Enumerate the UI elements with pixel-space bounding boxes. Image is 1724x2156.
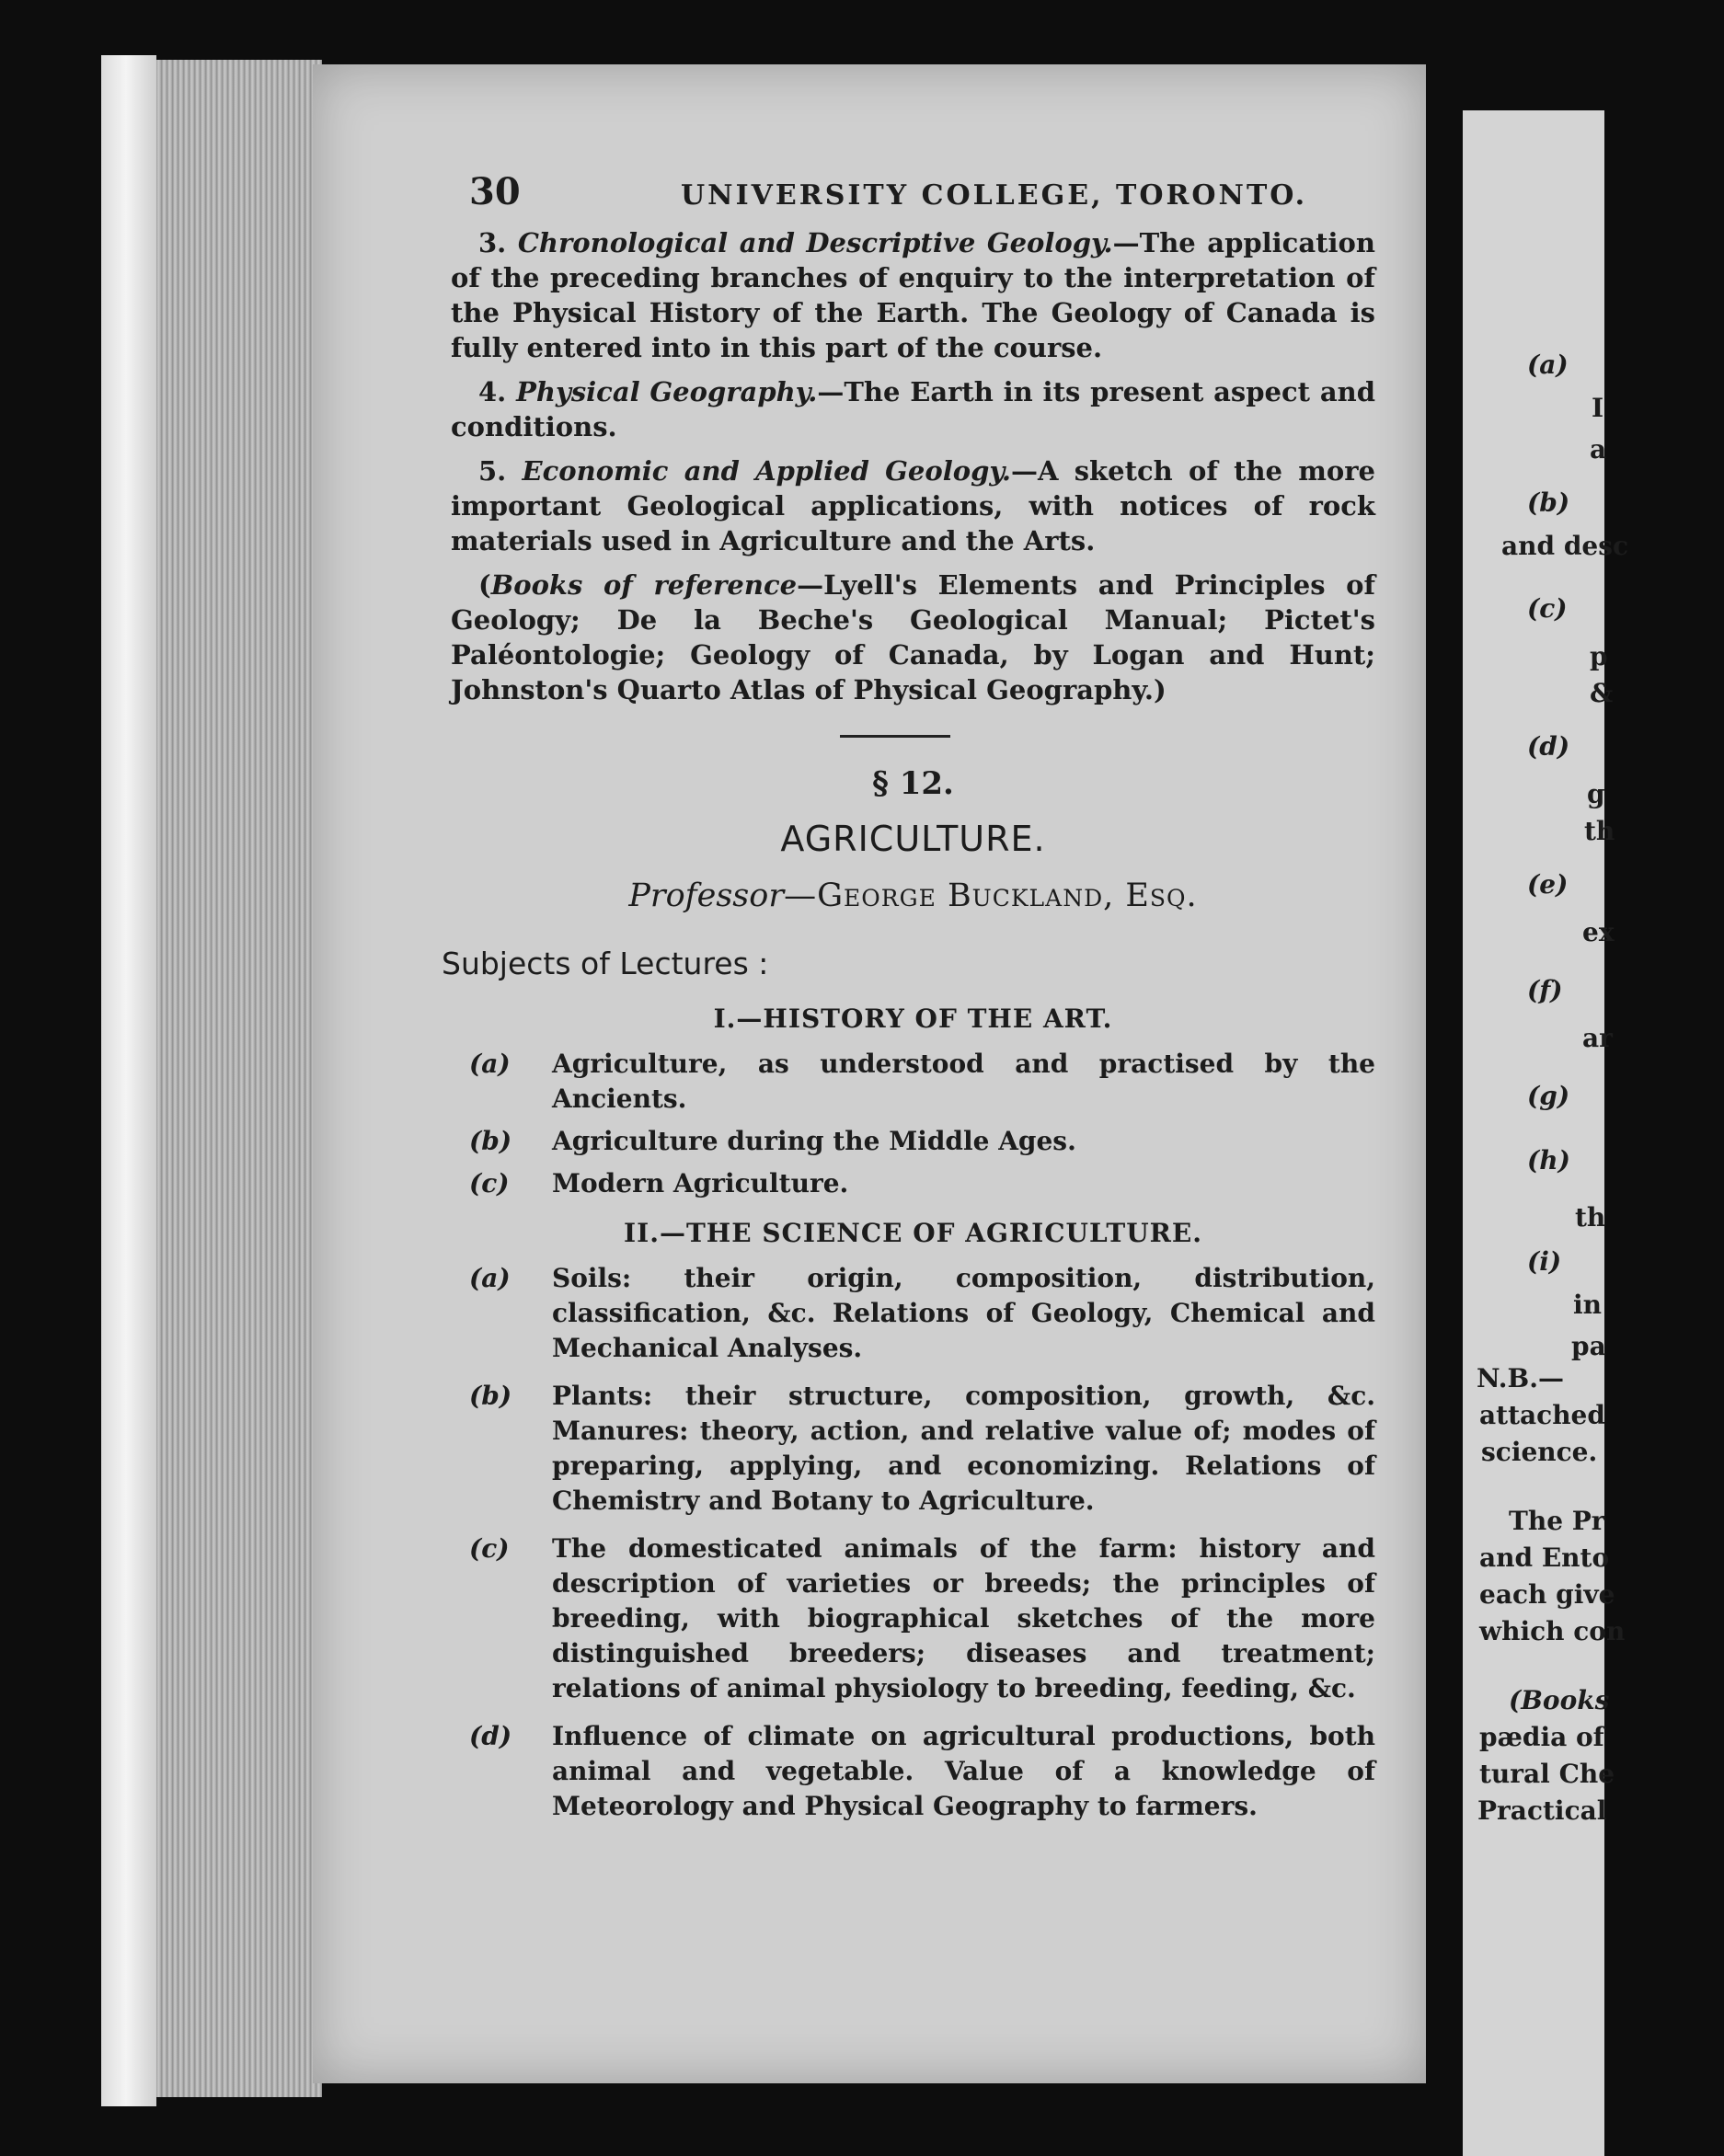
part2-heading: II.—THE SCIENCE OF AGRICULTURE. <box>624 1218 1202 1248</box>
right-label: (c) <box>1527 593 1568 624</box>
right-label: (f) <box>1527 975 1563 1005</box>
section-number: § 12. <box>872 765 954 802</box>
geology-item-3: 3. Chronological and Descriptive Geology.—The application of the preceding branches of enquiry to the interpretation of the Physical History of the Earth. The Geology of Canada is fully entered into in this part of the course. <box>451 227 1375 363</box>
right-label: (e) <box>1527 869 1569 900</box>
right-fragment: (Books <box>1509 1685 1610 1715</box>
right-fragment: ar <box>1582 1023 1613 1053</box>
list-item: (b) Plants: their structure, composition, growth, &c. Manures: theory, action, and relative value of; modes of preparing, applying, and economizing. Relations of Chemistry and Botany to Agriculture. <box>469 1381 1375 1516</box>
right-fragment: I <box>1592 393 1604 423</box>
right-fragment: N.B.— <box>1477 1363 1564 1393</box>
right-fragment: in <box>1573 1290 1602 1320</box>
part1-heading: I.—HISTORY OF THE ART. <box>713 1003 1113 1034</box>
right-fragment: & <box>1590 678 1614 708</box>
section-divider <box>840 735 950 738</box>
list-item: (c) The domesticated animals of the farm: history and description of varieties or breeds; the principles of breeding, with biographical sketches of the more distinguished breeders; diseases and treatment; relations of animal physiology to breeding, feeding, &c. <box>469 1533 1375 1703</box>
list-item: (a) Agriculture, as understood and practised by the Ancients. <box>469 1049 1375 1114</box>
right-fragment: tural Che <box>1479 1759 1615 1789</box>
page-number: 30 <box>469 170 521 213</box>
right-fragment: ex <box>1582 917 1615 947</box>
book-spine-edge <box>101 55 156 2106</box>
right-fragment: th <box>1575 1202 1606 1233</box>
right-label: (d) <box>1527 731 1570 762</box>
page-stack <box>156 60 322 2097</box>
right-fragment: and desc <box>1501 531 1629 561</box>
right-label: (b) <box>1527 487 1570 518</box>
right-fragment: The Pr <box>1509 1506 1605 1536</box>
page-content <box>442 170 1376 1831</box>
right-fragment: and Ento <box>1479 1542 1610 1573</box>
right-fragment: pædia of <box>1479 1722 1604 1752</box>
right-fragment: which con <box>1479 1616 1626 1646</box>
right-fragment: p <box>1590 641 1608 671</box>
right-label: (g) <box>1527 1081 1570 1111</box>
right-label: (a) <box>1527 350 1569 380</box>
list-item: (b) Agriculture during the Middle Ages. <box>469 1126 1076 1156</box>
right-label: (h) <box>1527 1145 1570 1175</box>
right-fragment: g <box>1587 779 1605 809</box>
section-title: AGRICULTURE. <box>780 819 1046 859</box>
list-item: (a) Soils: their origin, composition, distribution, classification, &c. Relations of Geology, Chemical and Mechanical Analyses. <box>469 1263 1375 1363</box>
right-fragment: each give <box>1479 1579 1615 1610</box>
right-fragment: pa <box>1571 1331 1606 1361</box>
right-fragment: science. <box>1481 1437 1598 1467</box>
right-label: (i) <box>1527 1246 1562 1277</box>
list-item: (c) Modern Agriculture. <box>469 1168 849 1198</box>
professor-line: Professor—George Buckland, Esq. <box>628 877 1198 914</box>
right-fragment: a <box>1590 434 1607 464</box>
subjects-label: Subjects of Lectures : <box>442 946 769 981</box>
geology-item-4: 4. Physical Geography.—The Earth in its present aspect and conditions. <box>451 376 1375 442</box>
right-page <box>1463 110 1604 2156</box>
books-of-reference: (Books of reference—Lyell's Elements and Principles of Geology; De la Beche's Geological Manual; Pictet's Paléontologie; Geology of Canada, by Logan and Hunt; Johnston's Quarto Atlas of Physical Geography.) <box>451 569 1375 705</box>
geology-item-5: 5. Economic and Applied Geology.—A sketch of the more important Geological applications, with notices of rock materials used in Agriculture and the Arts. <box>451 455 1376 556</box>
right-fragment: th <box>1584 816 1615 846</box>
right-fragment: Practical <box>1477 1795 1607 1826</box>
running-title: UNIVERSITY COLLEGE, TORONTO. <box>681 179 1308 212</box>
right-fragment: attached <box>1479 1400 1605 1430</box>
list-item: (d) Influence of climate on agricultural productions, both animal and vegetable. Value of a knowledge of Meteorology and Physical Geography to farmers. <box>469 1721 1375 1821</box>
running-head <box>451 170 1375 225</box>
